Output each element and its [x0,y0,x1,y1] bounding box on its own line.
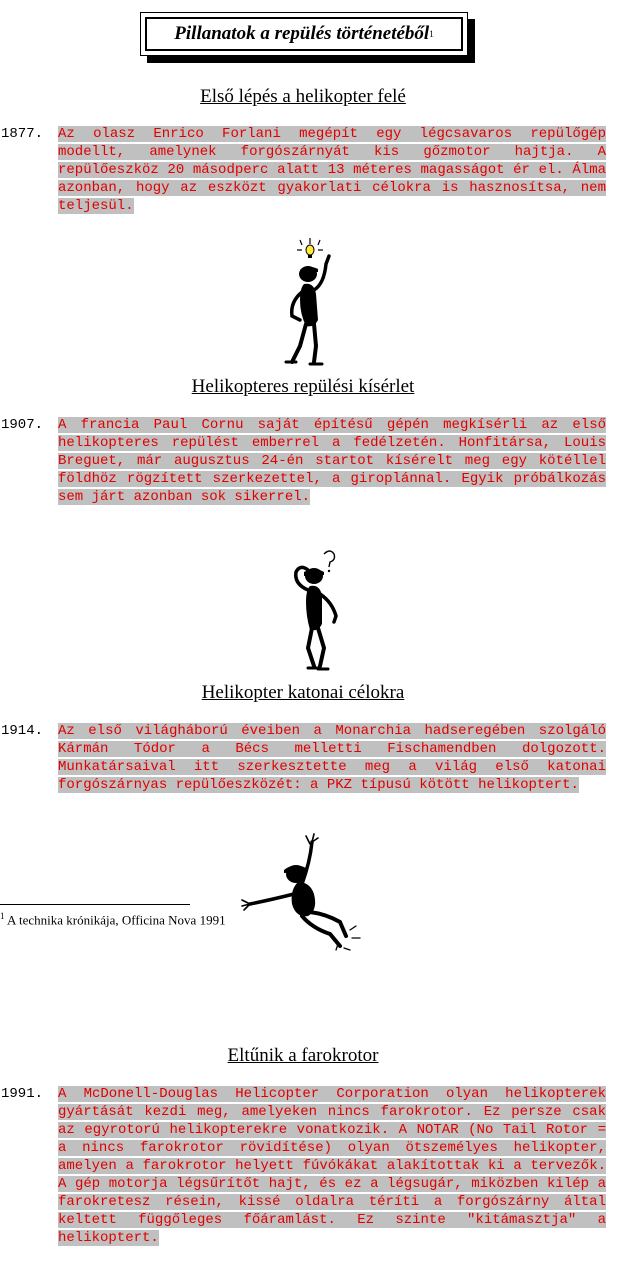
section-text-1: Az olasz Enrico Forlani megépít egy légcsavaros repülőgép modellt, amelynek forgószárnyát kis gőzmotor hajtja. A repülőeszköz 20 másodperc alatt 13 méteres magasságot ér el. Álma azonban, hogy az eszközt gyakorlati célokra is hasznosítsa, nem teljesül. [58,126,606,214]
footnote-divider [0,904,190,905]
section-year-3: 1914. [1,723,44,739]
footnote-mark: 1 [0,911,5,921]
title-text: Pillanatok a repülés történetéből [174,23,430,44]
section-year-4: 1991. [1,1086,44,1102]
section-text-4: A McDonell-Douglas Helicopter Corporation olyan helikopterek gyártását kezdi meg, amelyeken nincs farokrotor. Ez persze csak az egyrotorú helikopterekre vonatkozik. A NOTAR (No Tail Rotor = a nincs farokrotor rövidítése) olyan ötszemélyes helikopter, amelyen a farokrotor helyett fúvókákat alakítottak ki a tervezők. A gép motorja légsűrítőt hajt, és ez a légsugár, miközben kilép a farokretesz résein, kissé oldalra téríti a forgószárny által keltett függőleges főáramlást. Ez szinte "kitámasztja" a helikoptert. [58,1086,606,1246]
falling-figure-icon [240,832,368,952]
thinking-figure-lightbulb-icon [278,234,344,368]
section-text-2: A francia Paul Cornu saját építésű gépén megkísérli az első helikopteres repülést emberrel a fedélzetén. Honfitársa, Louis Breguet, már augusztus 24-én startot kísérelt meg egy kötéllel földhöz rögzített szerkezettel, a giroplánnal. Egyik próbálkozás sem járt azonban sok sikerrel. [58,417,606,505]
puzzled-figure-question-icon [284,548,346,674]
section-heading-2: Helikopteres repülési kísérlet [191,376,415,397]
section-year-2: 1907. [1,417,44,433]
section-heading-1: Első lépés a helikopter felé [200,86,406,107]
title-footnote-mark: 1 [429,29,434,39]
footnote-text: A technika krónikája, Officina Nova 1991 [7,912,226,928]
page-title [145,17,463,51]
section-heading-3: Helikopter katonai célokra [201,682,405,703]
section-heading-4: Eltűnik a farokrotor [227,1045,379,1066]
section-text-3: Az első világháború éveiben a Monarchia hadseregében szolgáló Kármán Tódor a Bécs melletti Fischamendben dolgozott. Munkatársaival itt szerkesztette meg a világ első katonai forgószárnyas repülőeszközét: a PKZ típusú kötött helikoptert. [58,723,606,793]
section-year-1: 1877. [1,126,44,142]
footnote [0,911,226,928]
title-box [140,12,468,56]
